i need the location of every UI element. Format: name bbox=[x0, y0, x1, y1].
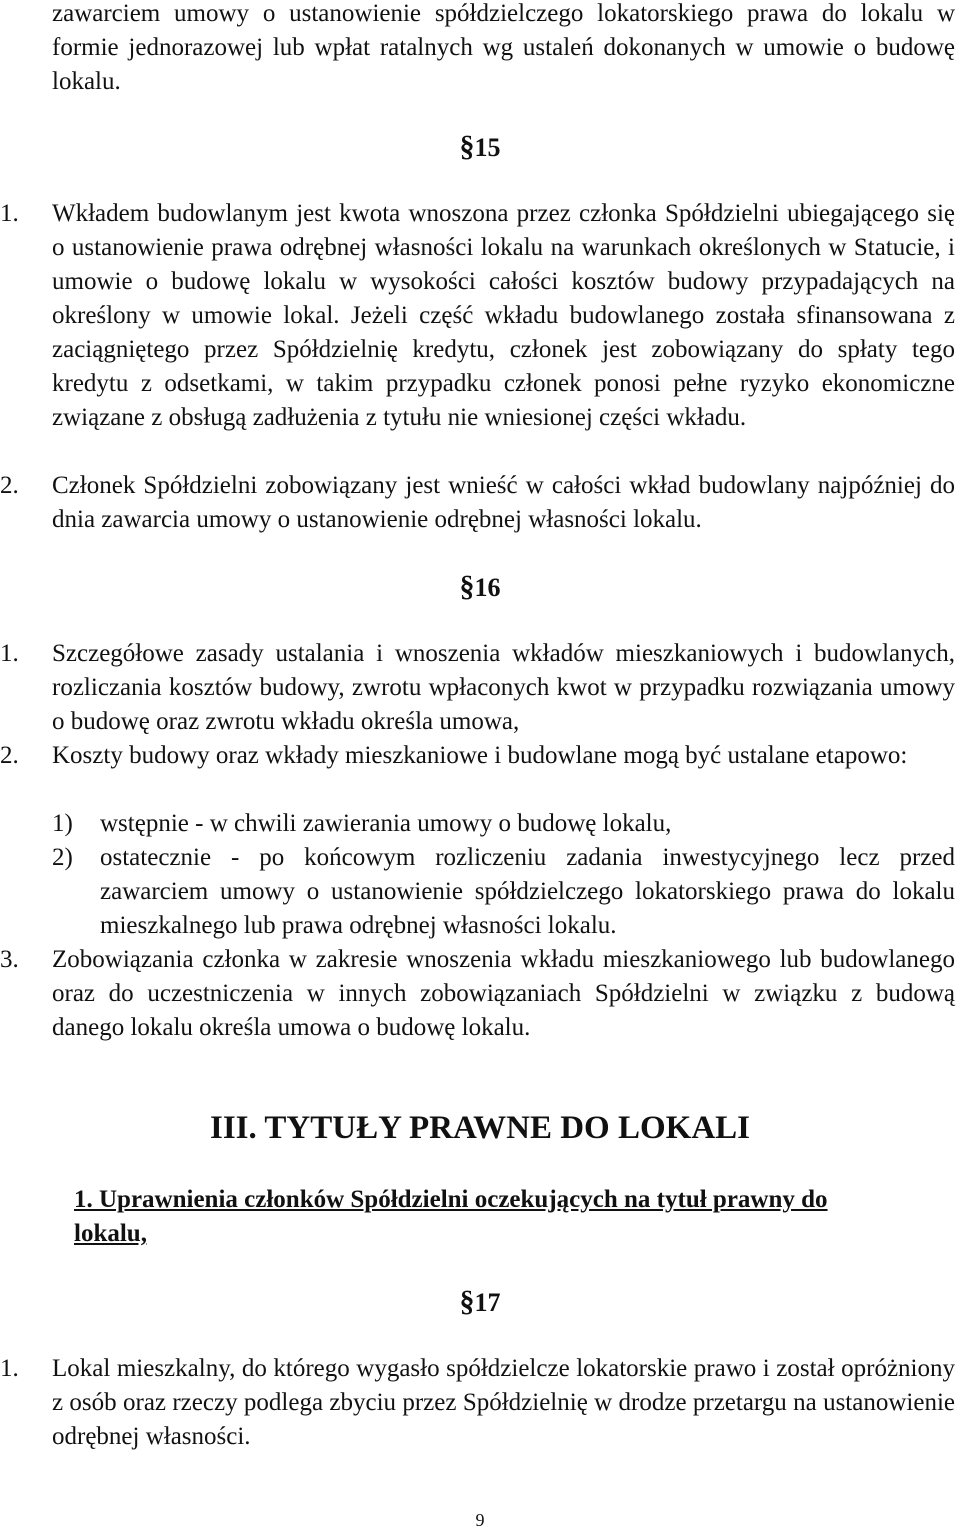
item-number: 1. bbox=[0, 1355, 19, 1382]
section-number: 17 bbox=[474, 1288, 501, 1317]
subchapter-heading: 1. Uprawnienia członków Spółdzielni oczekujących na tytuł prawny do lokalu, bbox=[74, 1186, 828, 1247]
section-17-heading bbox=[0, 1285, 960, 1320]
page-number: 9 bbox=[475, 1510, 485, 1530]
section-16-heading bbox=[0, 570, 960, 605]
section-mark: § bbox=[459, 130, 475, 163]
s15-item-2: Członek Spółdzielni zobowiązany jest wnieść w całości wkład budowlany najpóźniej do dnia zawarcia umowy o ustanowienie odrębnej własności lokalu. bbox=[52, 472, 955, 533]
s16-item-2: Koszty budowy oraz wkłady mieszkaniowe i budowlane mogą być ustalane etapowo: bbox=[52, 742, 908, 769]
subitem-number: 1) bbox=[52, 810, 73, 837]
section-number: 15 bbox=[474, 133, 501, 162]
s16-item-1: Szczegółowe zasady ustalania i wnoszenia wkładów mieszkaniowych i budowlanych, rozliczania kosztów budowy, zwrotu wpłaconych kwot w przypadku rozwiązania umowy o budowę oraz zwrotu wkładu określa umowa, bbox=[52, 640, 955, 735]
section-mark: § bbox=[459, 570, 475, 603]
section-15-heading bbox=[0, 130, 960, 165]
item-number: 2. bbox=[0, 472, 19, 499]
item-number: 1. bbox=[0, 640, 19, 667]
subitem-number: 2) bbox=[52, 844, 73, 871]
section-number: 16 bbox=[474, 573, 501, 602]
section-mark: § bbox=[459, 1285, 475, 1318]
item-number: 3. bbox=[0, 946, 19, 973]
s15-item-1: Wkładem budowlanym jest kwota wnoszona przez członka Spółdzielni ubiegającego się o ustanowienie prawa odrębnej własności lokalu na warunkach określonych w Statucie, i umowie o budowę lokalu w wysokości całości kosztów budowy przypadających na określony w umowie lokal. Jeżeli część wkładu budowlanego została sfinansowana z zaciągniętego przez Spółdzielnię kredytu, członek jest zobowiązany do spłaty tego kredytu z odsetkami, w takim przypadku członek ponosi pełne ryzyko ekonomiczne związane z obsługą zadłużenia z tytułu nie wniesionej części wkładu. bbox=[52, 200, 955, 431]
item-number: 1. bbox=[0, 200, 19, 227]
s16-subitem-1: wstępnie - w chwili zawierania umowy o budowę lokalu, bbox=[100, 810, 672, 837]
intro-paragraph: zawarciem umowy o ustanowienie spółdzielczego lokatorskiego prawa do lokalu w formie jednorazowej lub wpłat ratalnych wg ustaleń dokonanych w umowie o budowę lokalu. bbox=[52, 0, 955, 95]
s16-subitem-2: ostatecznie - po końcowym rozliczeniu zadania inwestycyjnego lecz przed zawarciem umowy o ustanowienie spółdzielczego lokatorskiego prawa do lokalu mieszkalnego lub prawa odrębnej własności lokalu. bbox=[100, 844, 955, 939]
chapter-heading: III. TYTUŁY PRAWNE DO LOKALI bbox=[209, 1110, 751, 1146]
item-number: 2. bbox=[0, 742, 19, 769]
s16-item-3: Zobowiązania członka w zakresie wnoszenia wkładu mieszkaniowego lub budowlanego oraz do uczestniczenia w innych zobowiązaniach Spółdzielni w związku z budową danego lokalu określa umowa o budowę lokalu. bbox=[52, 946, 955, 1041]
s17-item-1: Lokal mieszkalny, do którego wygasło spółdzielcze lokatorskie prawo i został opróżniony z osób oraz rzeczy podlega zbyciu przez Spółdzielnię w drodze przetargu na ustanowienie odrębnej własności. bbox=[52, 1355, 955, 1450]
